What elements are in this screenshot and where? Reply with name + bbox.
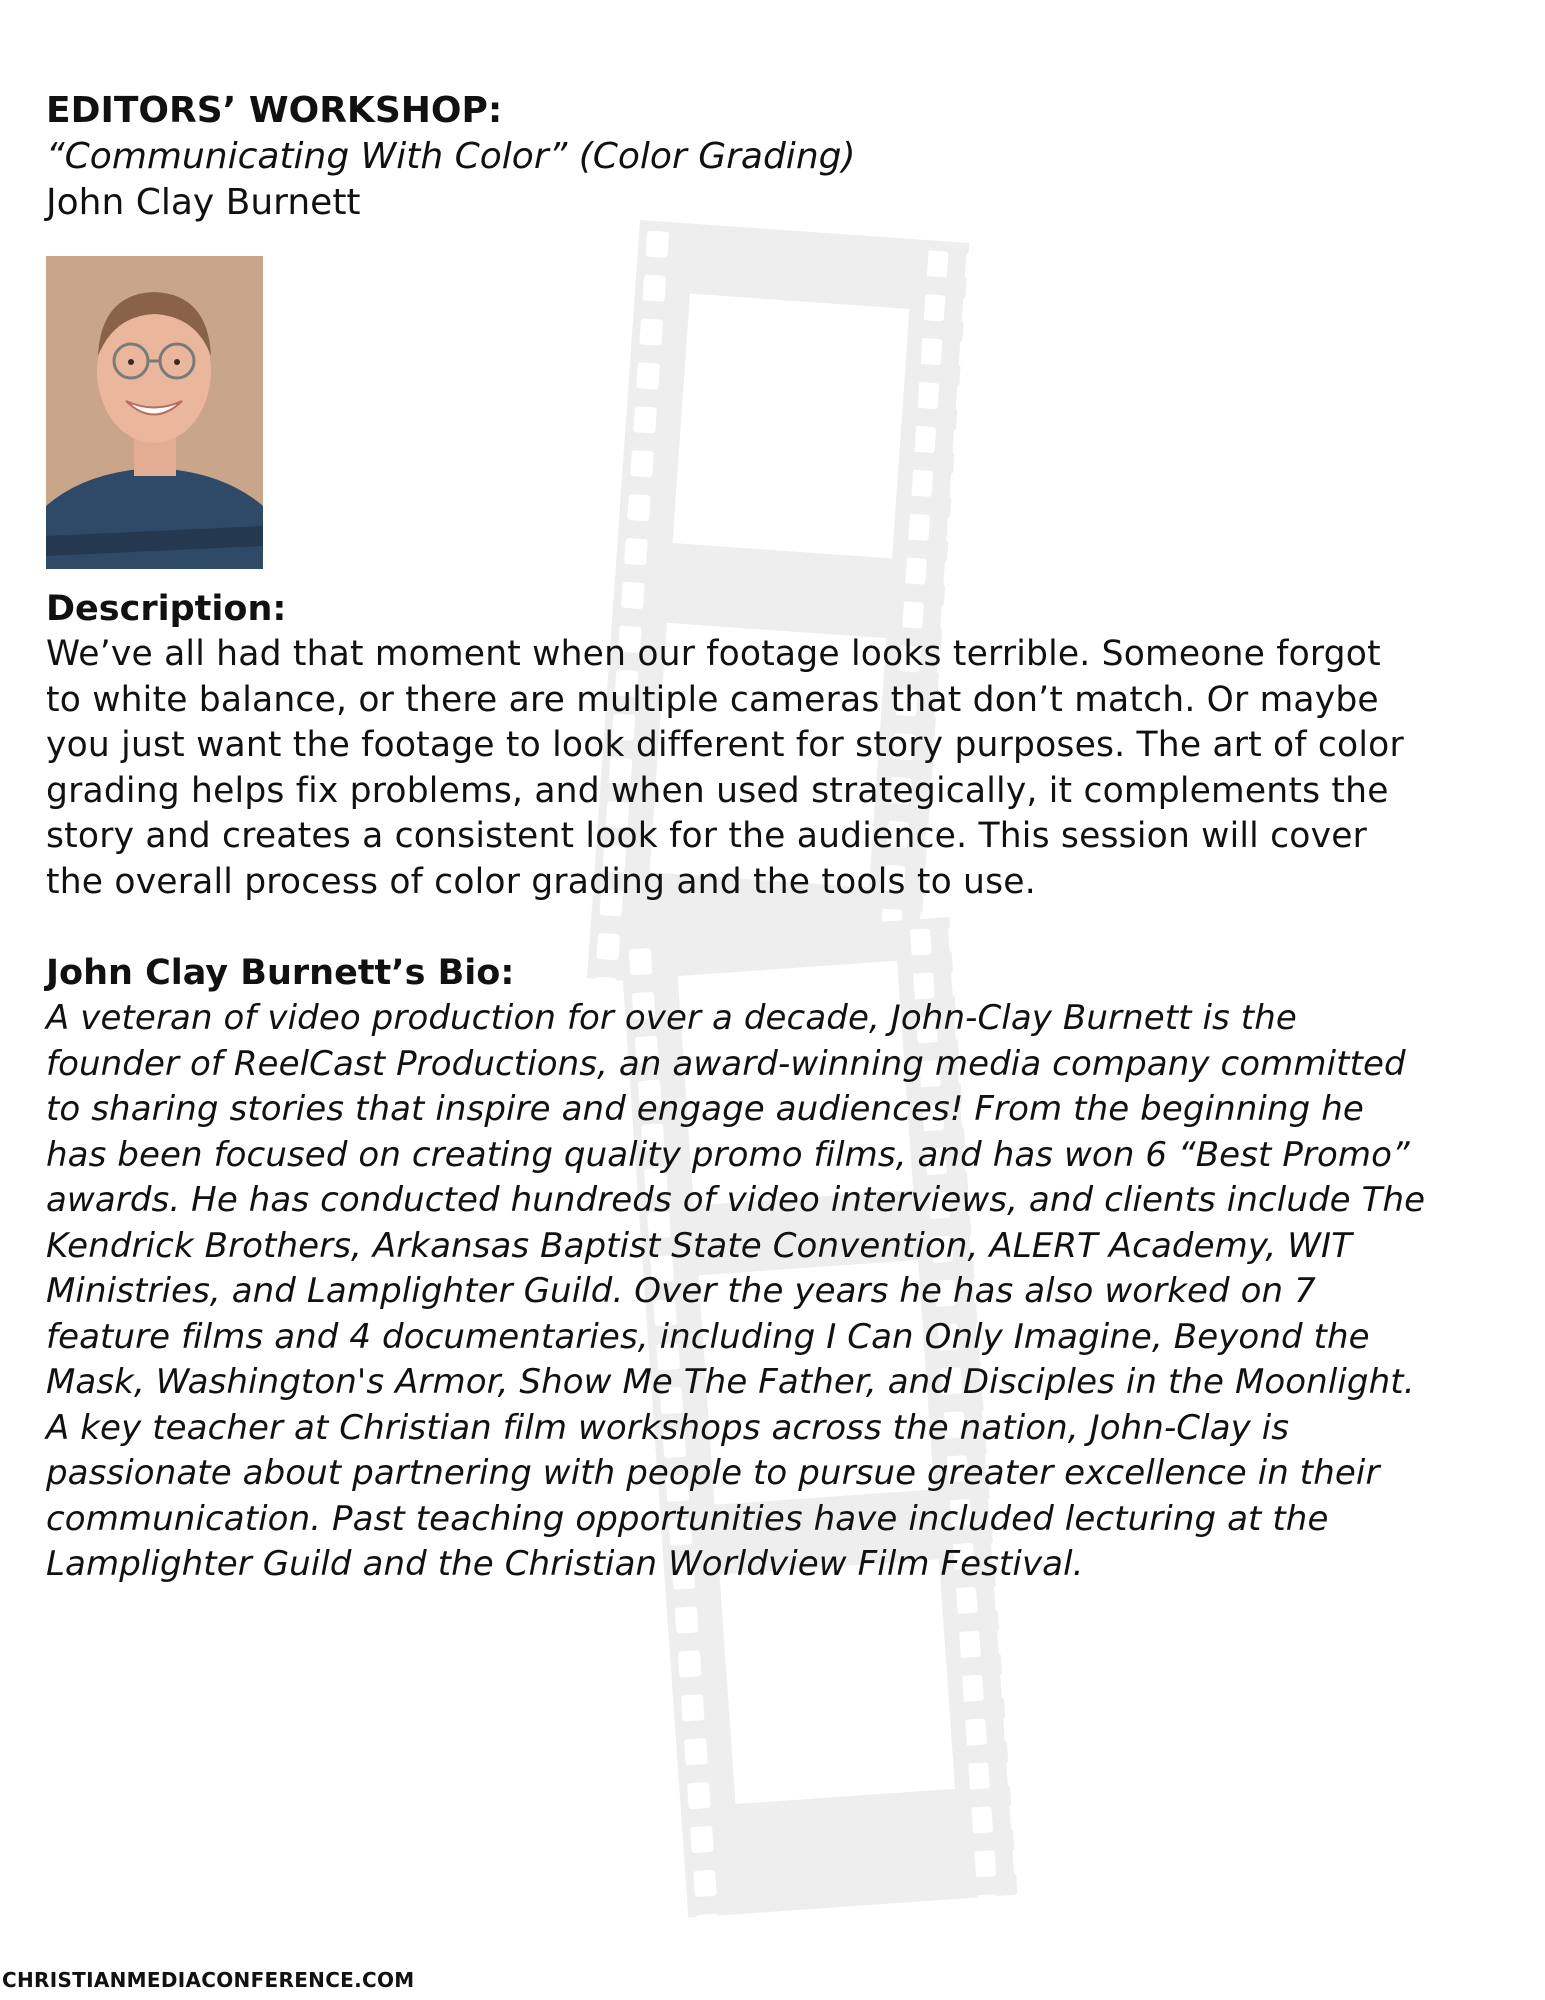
session-title: “Communicating With Color” (Color Grading) [46, 136, 856, 177]
description-heading: Description: [46, 589, 287, 629]
workshop-title: EDITORS’ WORKSHOP: [46, 90, 503, 131]
bio-heading: John Clay Burnett’s Bio: [46, 953, 515, 993]
website-footer: CHRISTIANMEDIACONFERENCE.COM [2, 1968, 415, 1992]
presenter-photo [46, 256, 263, 569]
presenter-name: John Clay Burnett [46, 182, 361, 223]
description-text: We’ve all had that moment when our footage looks terrible. Someone forgot to white balance, or there are multiple cameras that don’t match. Or maybe you just want the footage to look different for story purposes. The art of color grading helps fix problems, and when used strategically, it complements the story and creates a consistent look for the audience. This session will cover the overall process of color grading and the tools to use. [46, 634, 1404, 902]
bio-text: A veteran of video production for over a decade, John-Clay Burnett is the founder of ReelCast Productions, an award-winning media company committed to sharing stories that inspire and engage audiences! From the beginning he has been focused on creating quality promo films, and has won 6 “Best Promo” awards. He has conducted hundreds of video interviews, and clients include The Kendrick Brothers, Arkansas Baptist State Convention, ALERT Academy, WIT Ministries, and Lamplighter Guild. Over the years he has also worked on 7 feature films and 4 documentaries, including I Can Only Imagine, Beyond the Mask, Washington's Armor, Show Me The Father, and Disciples in the Moonlight. A key teacher at Christian film workshops across the nation, John-Clay is passionate about partnering with people to pursue greater excellence in their communication. Past teaching opportunities have included lecturing at the Lamplighter Guild and the Christian Worldview Film Festival. [46, 998, 1426, 1584]
page-content [46, 88, 1426, 1588]
